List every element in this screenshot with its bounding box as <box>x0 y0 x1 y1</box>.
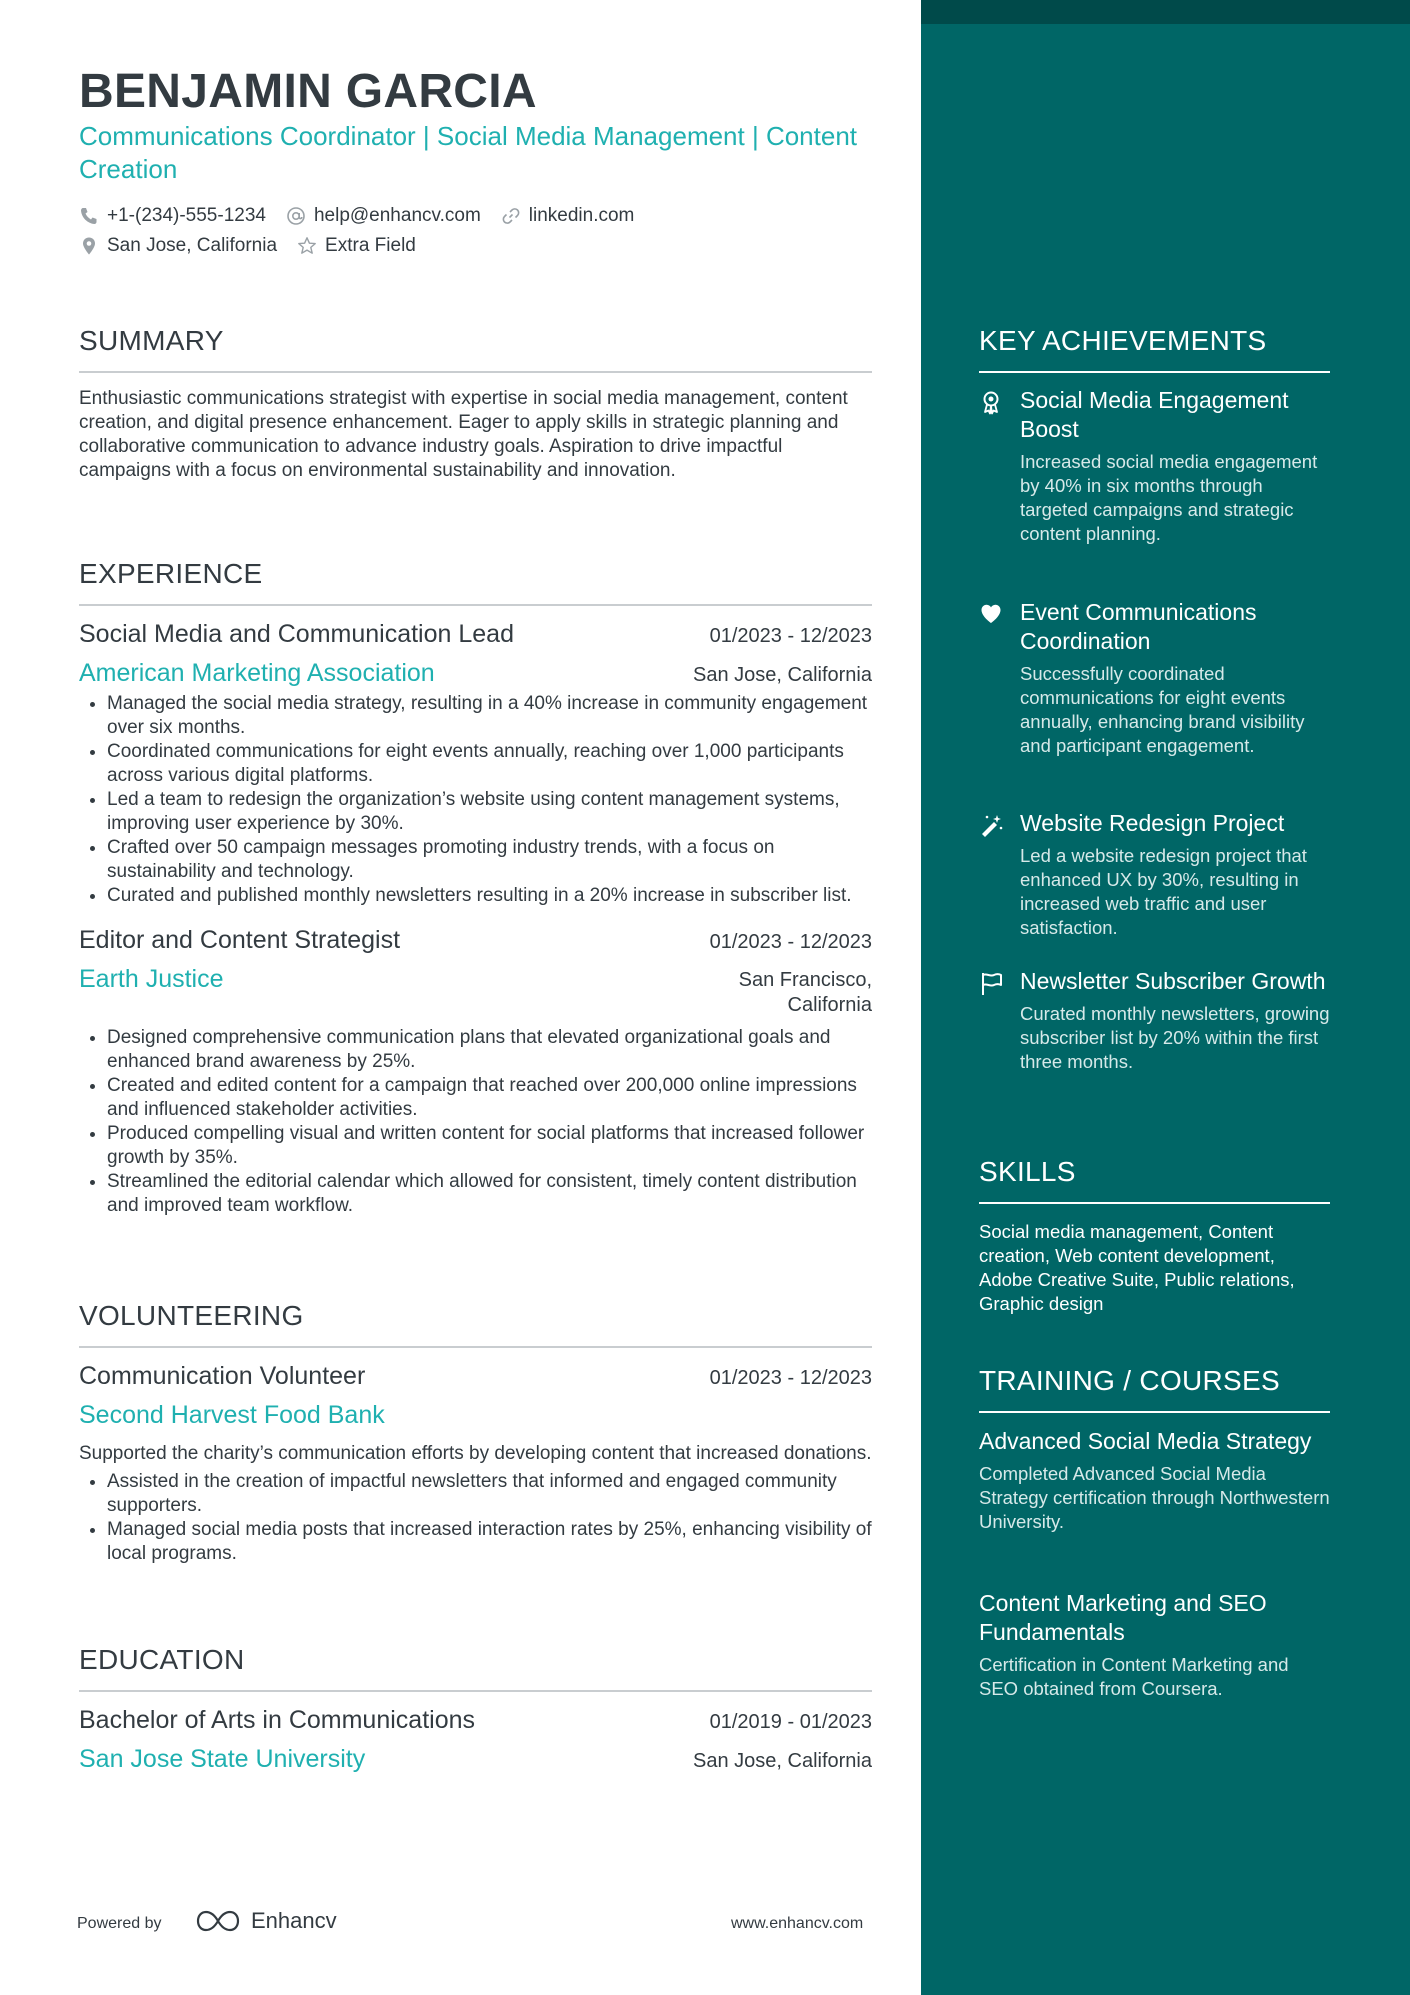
achievement-description: Curated monthly newsletters, growing subscriber list by 20% within the first three months. <box>1020 1003 1330 1072</box>
magic-wand-icon <box>979 812 1007 840</box>
course-item <box>979 1589 1330 1701</box>
experience-title: EXPERIENCE <box>79 558 263 589</box>
entry-description: Supported the charity’s communication efforts by developing content that increased donations. <box>79 1443 872 1464</box>
achievements-title: KEY ACHIEVEMENTS <box>979 325 1267 356</box>
list-item: • Coordinated communications for eight events annually, reaching over 1,000 participants across various digital platforms. <box>107 740 872 788</box>
powered-by-label: Powered by <box>77 1915 162 1932</box>
skills-title: SKILLS <box>979 1156 1076 1187</box>
achievement-description: Successfully coordinated communications for eight events annually, enhancing brand visibility and participant engagement. <box>1020 663 1305 756</box>
achievement-body <box>1020 967 1330 1074</box>
course-title: Content Marketing and SEO Fundamentals <box>979 1590 1267 1645</box>
entry-org-row <box>79 659 872 688</box>
achievement-title: Newsletter Subscriber Growth <box>1020 968 1326 994</box>
skills-section <box>979 1155 1330 1316</box>
achievement-body <box>1020 598 1330 758</box>
entry-organization: American Marketing Association <box>79 659 435 687</box>
entry-org-row <box>79 1401 872 1430</box>
list-item: • Produced compelling visual and written content for social platforms that increased follower growth by 35%. <box>107 1122 872 1170</box>
entry-location: San Jose, California <box>693 664 872 686</box>
contact-phone-text: +1-(234)-555-1234 <box>107 205 266 226</box>
list-item: • Curated and published monthly newsletters resulting in a 20% increase in subscriber list. <box>107 884 872 908</box>
contact-extra-text: Extra Field <box>325 235 416 256</box>
list-item: • Managed social media posts that increased interaction rates by 25%, enhancing visibility of local programs. <box>107 1518 872 1566</box>
contact-phone[interactable] <box>79 205 266 227</box>
section-divider <box>79 371 872 373</box>
volunteering-section <box>79 1299 872 1566</box>
section-divider <box>979 371 1330 373</box>
sidebar-top-band <box>921 0 1410 24</box>
entry-header-row <box>79 1706 872 1735</box>
website-link[interactable]: www.enhancv.com <box>731 1915 864 1932</box>
education-section <box>79 1643 872 1774</box>
contact-location <box>79 235 277 257</box>
location-pin-icon <box>79 236 99 256</box>
achievement-title: Social Media Engagement Boost <box>1020 387 1289 442</box>
skills-text: Social media management, Content creation, Web content development, Adobe Creative Suite, Public relations, Graphic design <box>979 1221 1295 1314</box>
course-title: Advanced Social Media Strategy <box>979 1428 1312 1454</box>
entry-role: Social Media and Communication Lead <box>79 620 514 648</box>
entry-org-row <box>79 965 872 1018</box>
list-item: • Led a team to redesign the organization’s website using content management systems, improving user experience by 30%. <box>107 788 872 836</box>
infinity-logo-icon <box>195 1908 241 1934</box>
achievement-description: Increased social media engagement by 40% in six months through targeted campaigns and strategic content planning. <box>1020 451 1318 544</box>
entry-location-line: San Francisco, <box>738 969 872 991</box>
candidate-headline: Communications Coordinator | Social Media Management | Content Creation <box>79 121 858 184</box>
experience-entry <box>79 926 872 1218</box>
entry-location-line: California <box>787 994 872 1016</box>
entry-school: San Jose State University <box>79 1745 366 1773</box>
entry-role: Editor and Content Strategist <box>79 926 401 954</box>
section-divider <box>979 1202 1330 1204</box>
entry-header-row <box>79 620 872 649</box>
achievement-body <box>1020 386 1330 546</box>
flag-icon <box>979 970 1007 998</box>
achievement-item <box>979 809 1330 940</box>
candidate-name: BENJAMIN GARCIA <box>79 65 537 118</box>
education-entry <box>79 1706 872 1774</box>
experience-section <box>79 557 872 1218</box>
entry-header-row <box>79 1362 872 1391</box>
achievement-description: Led a website redesign project that enhanced UX by 30%, resulting in increased web traffic and user satisfaction. <box>1020 845 1307 938</box>
entry-location <box>739 968 872 1018</box>
brand-name: Enhancv <box>251 1908 337 1933</box>
entry-dates: 01/2023 - 12/2023 <box>709 625 872 647</box>
heart-icon <box>979 601 1007 629</box>
entry-org-row <box>79 1745 872 1774</box>
training-title: TRAINING / COURSES <box>979 1365 1280 1396</box>
training-section <box>979 1364 1330 1413</box>
contact-email-text: help@enhancv.com <box>313 205 481 226</box>
achievements-section <box>979 324 1330 373</box>
section-divider <box>79 604 872 606</box>
course-description: Completed Advanced Social Media Strategy certification through Northwestern University. <box>979 1463 1330 1532</box>
list-item: • Assisted in the creation of impactful newsletters that informed and engaged community supporters. <box>107 1470 872 1518</box>
entry-bullets <box>79 1026 872 1218</box>
entry-location: San Jose, California <box>693 1750 872 1772</box>
contact-row-1 <box>79 205 654 227</box>
entry-degree: Bachelor of Arts in Communications <box>79 1706 476 1734</box>
contact-link-text: linkedin.com <box>528 205 635 226</box>
entry-dates: 01/2019 - 01/2023 <box>709 1711 872 1733</box>
entry-organization: Earth Justice <box>79 965 224 993</box>
summary-text: Enthusiastic communications strategist with expertise in social media management, content creation, and digital presence enhancement. Eager to apply skills in strategic planning and collaborative communication to advance industry goals. Aspiration to drive impactful campaigns with a focus on environmental sustainability and innovation. <box>79 388 848 481</box>
achievement-item <box>979 598 1330 758</box>
list-item: • Crafted over 50 campaign messages promoting industry trends, with a focus on sustainability and technology. <box>107 836 872 884</box>
at-sign-icon <box>286 206 306 226</box>
section-divider <box>79 1690 872 1692</box>
achievement-title: Website Redesign Project <box>1020 810 1285 836</box>
volunteering-title: VOLUNTEERING <box>79 1300 304 1331</box>
star-icon <box>297 236 317 256</box>
achievement-item <box>979 386 1330 546</box>
entry-role: Communication Volunteer <box>79 1362 366 1390</box>
course-description: Certification in Content Marketing and SEO obtained from Coursera. <box>979 1654 1289 1699</box>
enhancv-logo[interactable] <box>195 1908 337 1934</box>
achievement-item <box>979 967 1330 1074</box>
volunteering-entry <box>79 1362 872 1566</box>
contact-email[interactable] <box>286 205 481 227</box>
education-title: EDUCATION <box>79 1644 245 1675</box>
entry-header-row <box>79 926 872 955</box>
section-divider <box>79 1346 872 1348</box>
entry-dates: 01/2023 - 12/2023 <box>709 931 872 953</box>
summary-section <box>79 324 872 483</box>
contact-location-text: San Jose, California <box>107 235 278 256</box>
phone-icon <box>79 206 99 226</box>
list-item: • Designed comprehensive communication plans that elevated organizational goals and enhanced brand awareness by 25%. <box>107 1026 872 1074</box>
entry-dates: 01/2023 - 12/2023 <box>709 1367 872 1389</box>
list-item: • Streamlined the editorial calendar which allowed for consistent, timely content distribution and improved team workflow. <box>107 1170 872 1218</box>
contact-extra <box>297 235 416 257</box>
achievement-body <box>1020 809 1330 940</box>
list-item: • Created and edited content for a campaign that reached over 200,000 online impressions and influenced stakeholder activities. <box>107 1074 872 1122</box>
experience-entry <box>79 620 872 908</box>
course-item <box>979 1427 1330 1534</box>
section-divider <box>979 1411 1330 1413</box>
entry-bullets <box>79 1470 872 1566</box>
entry-bullets <box>79 692 872 908</box>
achievement-title: Event Communications Coordination <box>1020 599 1257 654</box>
award-icon <box>979 389 1007 417</box>
list-item: • Managed the social media strategy, resulting in a 40% increase in community engagement over six months. <box>107 692 872 740</box>
contact-row-2 <box>79 235 436 257</box>
summary-title: SUMMARY <box>79 325 224 356</box>
link-icon <box>501 206 521 226</box>
contact-link[interactable] <box>501 205 635 227</box>
entry-organization: Second Harvest Food Bank <box>79 1401 385 1429</box>
